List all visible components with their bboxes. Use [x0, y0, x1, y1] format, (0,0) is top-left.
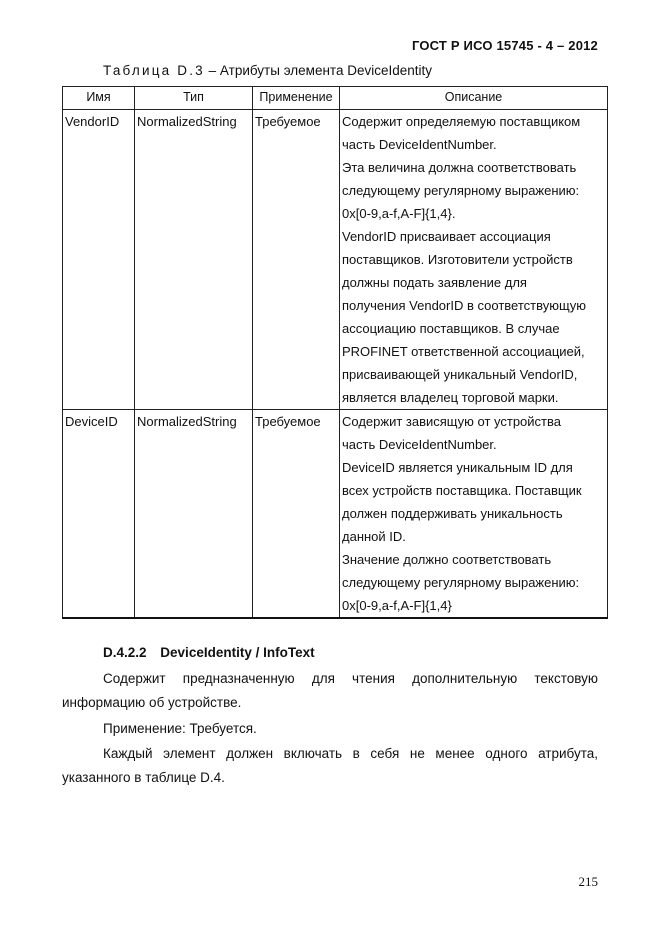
table-row: [63, 410, 608, 619]
description-line: должны подать заявление для: [342, 275, 527, 290]
description-line: DeviceID является уникальным ID для: [342, 460, 573, 475]
description-line: должен поддерживать уникальность: [342, 506, 563, 521]
table-caption-title: – Атрибуты элемента DeviceIdentity: [208, 63, 432, 78]
description-line: является владелец торговой марки.: [342, 390, 559, 405]
cell-usage: Требуемое: [253, 110, 340, 410]
cell-type: NormalizedString: [135, 410, 253, 619]
page-number: 215: [578, 874, 598, 889]
description-line: всех устройств поставщика. Поставщик: [342, 483, 582, 498]
paragraph-description: Содержит предназначенную для чтения дополнительную текстовую информацию об устройстве.: [62, 671, 598, 710]
description-line: данной ID.: [342, 529, 406, 544]
description-line: следующему регулярному выражению:: [342, 575, 580, 590]
description-line: ассоциацию поставщиков. В случае: [342, 321, 560, 336]
description-line: часть DeviceIdentNumber.: [342, 437, 497, 452]
table-caption-label: Таблица D.3: [103, 63, 205, 78]
table-row: [63, 110, 608, 410]
cell-name: VendorID: [63, 110, 135, 410]
column-header-type: Тип: [135, 87, 253, 110]
document-header: ГОСТ Р ИСО 15745 - 4 – 2012: [411, 38, 598, 53]
table-caption: [103, 63, 432, 78]
cell-usage: Требуемое: [253, 410, 340, 619]
section-heading: [103, 645, 315, 660]
column-header-usage: Применение: [253, 87, 340, 110]
cell-name: DeviceID: [63, 410, 135, 619]
description-line: Эта величина должна соответствовать: [342, 160, 577, 175]
paragraph-usage: Применение: Требуется.: [103, 721, 257, 736]
column-header-description: Описание: [340, 87, 608, 110]
description-line: 0x[0-9,a-f,A-F]{1,4}.: [342, 206, 456, 221]
attributes-table: [62, 86, 608, 619]
description-line: следующему регулярному выражению:: [342, 183, 580, 198]
section-number: D.4.2.2: [103, 645, 147, 660]
cell-description: [340, 410, 608, 619]
description-line: Содержит зависящую от устройства: [342, 414, 561, 429]
cell-type: NormalizedString: [135, 110, 253, 410]
description-line: часть DeviceIdentNumber.: [342, 137, 497, 152]
description-line: VendorID присваивает ассоциация: [342, 229, 551, 244]
paragraph-attributes: Каждый элемент должен включать в себя не менее одного атрибута, указанного в таблице D.4.: [62, 746, 598, 785]
description-line: Значение должно соответствовать: [342, 552, 552, 567]
description-line: Содержит определяемую поставщиком: [342, 114, 581, 129]
description-line: поставщиков. Изготовители устройств: [342, 252, 573, 267]
description-line: получения VendorID в соответствующую: [342, 298, 587, 313]
column-header-name: Имя: [63, 87, 135, 110]
section-title: DeviceIdentity / InfoText: [160, 645, 315, 660]
table-header-row: [63, 87, 608, 110]
description-line: 0x[0-9,a-f,A-F]{1,4}: [342, 598, 452, 613]
description-line: PROFINET ответственной ассоциацией,: [342, 344, 585, 359]
description-line: присваивающей уникальный VendorID,: [342, 367, 578, 382]
cell-description: [340, 110, 608, 410]
